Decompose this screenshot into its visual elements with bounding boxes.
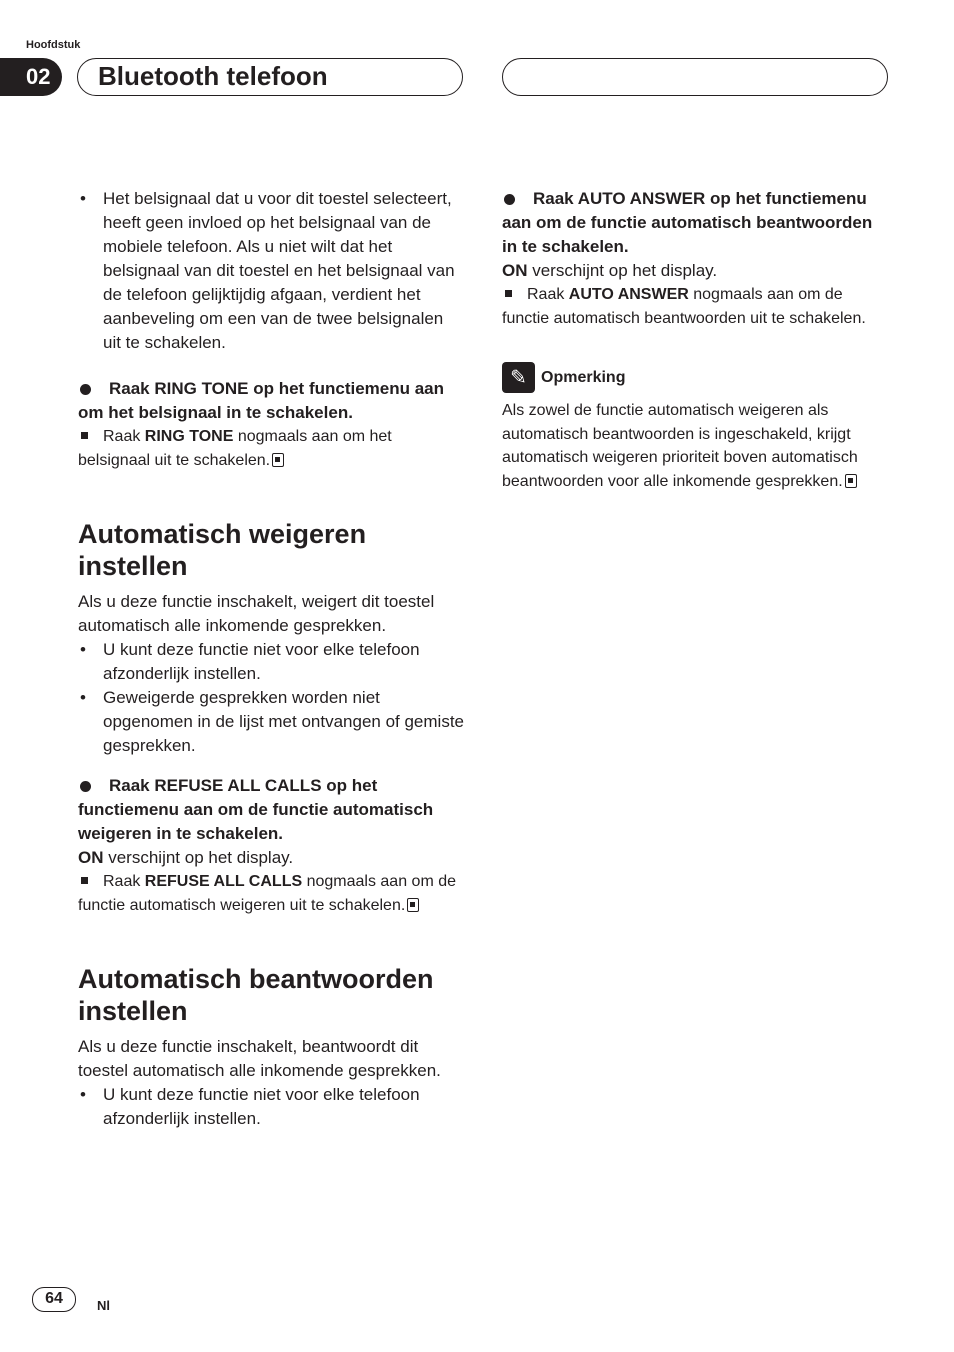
on-keyword: ON xyxy=(502,261,528,280)
note-keyword: AUTO ANSWER xyxy=(568,286,689,303)
end-mark-icon xyxy=(272,453,284,467)
remark-header xyxy=(502,362,888,393)
chapter-title: Bluetooth telefoon xyxy=(77,58,463,96)
bullet-mark: • xyxy=(80,640,86,659)
bullet-text: Geweigerde gesprekken worden niet opgenomen in de lijst met ontvangen of gemiste gesprekken. xyxy=(103,688,465,755)
on-status-line xyxy=(78,846,464,870)
bullet-mark: • xyxy=(80,189,86,208)
bullet-text: U kunt deze functie niet voor elke telefoon afzonderlijk instellen. xyxy=(103,1085,420,1128)
note-square-icon xyxy=(81,432,88,439)
note-square-icon xyxy=(81,877,88,884)
step-dot-icon xyxy=(504,194,515,205)
chapter-label: Hoofdstuk xyxy=(26,39,81,51)
heading-refuse: Automatisch weigeren instellen xyxy=(78,519,367,581)
remark-body xyxy=(502,399,888,493)
step-dot-icon xyxy=(80,384,91,395)
on-text: verschijnt op het display. xyxy=(103,848,294,867)
step-ring-tone xyxy=(78,377,464,425)
step-refuse-all-calls xyxy=(78,774,464,846)
on-keyword: ON xyxy=(78,848,104,867)
heading-answer: Automatisch beantwoorden instellen xyxy=(78,964,434,1026)
remark-text: Als zowel de functie automatisch weigeren als automatisch beantwoorden is ingeschakeld, krijgt automatisch weigeren prioriteit boven automatisch beantwoorden voor alle inkomende gesprekken. xyxy=(502,402,858,490)
bullet-text: U kunt deze functie niet voor elke telefoon afzonderlijk instellen. xyxy=(103,640,420,683)
right-column xyxy=(502,187,888,493)
note-square-icon xyxy=(505,290,512,297)
list-item xyxy=(78,638,464,686)
bullet-mark: • xyxy=(80,688,86,707)
on-status-line xyxy=(502,259,888,283)
note-ring-tone xyxy=(78,425,464,472)
on-text: verschijnt op het display. xyxy=(527,261,718,280)
end-mark-icon xyxy=(845,474,857,488)
step-text: Raak RING TONE op het functiemenu aan om het belsignaal in te schakelen. xyxy=(78,379,445,422)
step-auto-answer xyxy=(502,187,888,259)
refuse-intro: Als u deze functie inschakelt, weigert dit toestel automatisch alle inkomende gesprekken. xyxy=(78,592,435,635)
note-text: Raak xyxy=(103,873,145,890)
page-number: 64 xyxy=(32,1287,76,1312)
end-mark-icon xyxy=(407,898,419,912)
note-text: nogmaals aan om de functie automatisch beantwoorden uit te schakelen. xyxy=(502,286,866,327)
note-text: Raak xyxy=(527,286,569,303)
left-column xyxy=(78,187,464,1131)
list-item xyxy=(78,686,464,758)
note-keyword: RING TONE xyxy=(144,428,234,445)
chapter-number-badge: 02 xyxy=(0,58,62,96)
note-refuse xyxy=(78,870,464,917)
remark-title: Opmerking xyxy=(541,368,626,386)
note-text: nogmaals aan om de functie automatisch weigeren uit te schakelen. xyxy=(78,873,457,914)
note-keyword: REFUSE ALL CALLS xyxy=(144,873,303,890)
list-item xyxy=(78,1083,464,1131)
note-auto-answer xyxy=(502,283,888,330)
list-item xyxy=(78,187,464,355)
pencil-note-icon: ✎ xyxy=(502,362,535,393)
step-dot-icon xyxy=(80,781,91,792)
step-text: Raak AUTO ANSWER op het functiemenu aan om de functie automatisch beantwoorden in te schakelen. xyxy=(502,189,873,256)
note-text: Raak xyxy=(103,428,145,445)
language-code: Nl xyxy=(97,1298,110,1313)
step-text: Raak REFUSE ALL CALLS op het functiemenu aan om de functie automatisch weigeren in te schakelen. xyxy=(78,776,434,843)
answer-intro: Als u deze functie inschakelt, beantwoordt dit toestel automatisch alle inkomende gesprekken. xyxy=(78,1037,441,1080)
note-text: nogmaals aan om het belsignaal uit te schakelen. xyxy=(78,428,392,469)
bullet-mark: • xyxy=(80,1085,86,1104)
header-empty-frame xyxy=(502,58,888,96)
bullet-text: Het belsignaal dat u voor dit toestel selecteert, heeft geen invloed op het belsignaal van de mobiele telefoon. Als u niet wilt dat het belsignaal van dit toestel en het belsignaal van de telefoon gelijktijdig afgaan, verdient het aanbeveling om een van de twee belsignalen uit te schakelen. xyxy=(103,189,455,352)
